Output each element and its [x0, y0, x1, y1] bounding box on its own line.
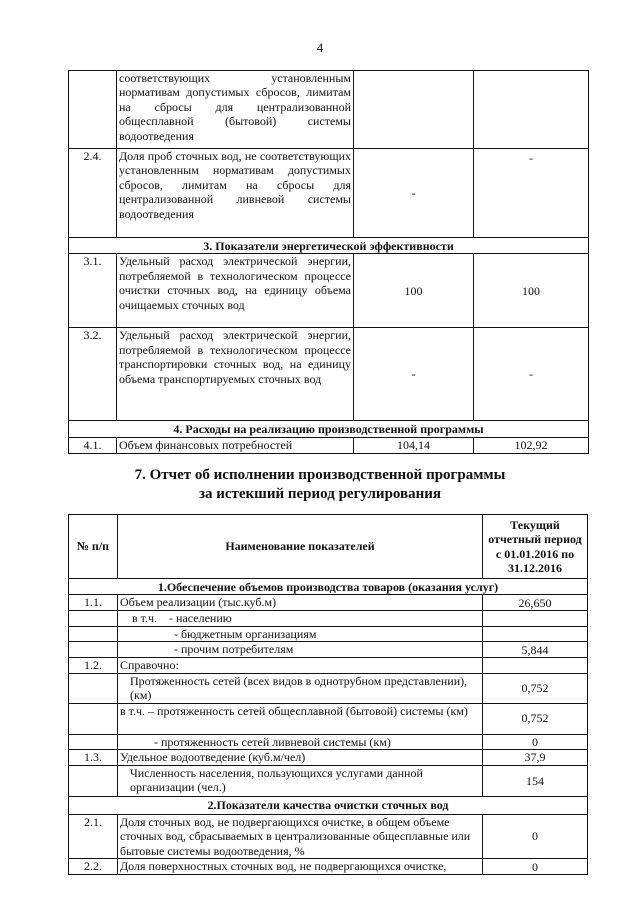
table-row — [69, 611, 588, 626]
table-row — [69, 595, 588, 611]
section-row — [69, 421, 589, 437]
table-row — [69, 658, 588, 673]
row-number: 3.2. — [69, 328, 117, 421]
table-row — [69, 703, 588, 734]
row-text: Численность населения, пользующихся услугами данной организации (чел.) — [118, 766, 483, 797]
row-text: Удельный расход электрической энергии, потребляемой в технологическом процессе очистки сточных вод, на единицу объема очищаемых сточных вод — [117, 254, 354, 328]
table-row — [69, 149, 589, 238]
table-header-row — [69, 515, 588, 579]
row-number: 2.4. — [69, 149, 117, 238]
row-text: - бюджетным организациям — [118, 626, 483, 641]
title-line-2: за истекший период регулирования — [198, 486, 442, 502]
section-heading: 3. Показатели энергетической эффективности — [69, 238, 589, 254]
table-row — [69, 328, 589, 421]
row-text: Объем реализации (тыс.куб.м) — [118, 595, 483, 611]
row-value — [483, 626, 588, 641]
plan-value: 100 — [354, 254, 474, 328]
table-row — [69, 626, 588, 641]
row-value: 0,752 — [483, 673, 588, 703]
fact-value: 102,92 — [474, 437, 589, 453]
table-row — [69, 673, 588, 703]
plan-value: 104,14 — [354, 437, 474, 453]
row-text: Удельное водоотведение (куб.м/чел) — [118, 750, 483, 766]
fact-value: - — [474, 328, 589, 421]
table-row — [69, 642, 588, 658]
indicators-table-continued — [68, 70, 589, 454]
row-value — [483, 611, 588, 626]
row-text: - протяженность сетей ливневой системы (км) — [118, 734, 483, 749]
row-value: 0 — [483, 859, 588, 875]
row-value: 5,844 — [483, 642, 588, 658]
section-row — [69, 579, 588, 595]
row-value: 37,9 — [483, 750, 588, 766]
section-heading: 4. Расходы на реализацию производственной программы — [69, 421, 589, 437]
row-value: 0 — [483, 815, 588, 859]
table-row — [69, 766, 588, 797]
row-number: 2.1. — [69, 815, 118, 859]
section-heading: 1.Обеспечение объемов производства товаров (оказания услуг) — [69, 579, 588, 595]
row-text: Удельный расход электрической энергии, потребляемой в технологическом процессе транспортировки сточных вод, на единицу объема транспортируемых сточных вод — [117, 328, 354, 421]
row-text: Доля проб сточных вод, не соответствующих установленным нормативам допустимых сбросов, лимитам на сбросы для централизованной ливневой системы водоотведения — [117, 149, 354, 238]
table-row — [69, 734, 588, 749]
table-row — [69, 815, 588, 859]
section-heading: 2.Показатели качества очистки сточных вод — [69, 797, 588, 815]
section-row — [69, 238, 589, 254]
col-header-period: Текущий отчетный период с 01.01.2016 по 31.12.2016 — [483, 515, 588, 579]
section-7-title — [0, 466, 640, 504]
row-text: Объем финансовых потребностей — [117, 437, 354, 453]
row-value: 0 — [483, 734, 588, 749]
row-text: Доля сточных вод, не подвергающихся очистке, в общем объеме сточных вод, сбрасываемых в централизованные общесплавные или бытовые системы водоотведения, % — [118, 815, 483, 859]
row-value: 154 — [483, 766, 588, 797]
row-number: 3.1. — [69, 254, 117, 328]
row-text: Доля поверхностных сточных вод, не подвергающихся очистке, — [118, 859, 483, 875]
table-row — [69, 254, 589, 328]
row-number: 1.1. — [69, 595, 118, 611]
row-text: - прочим потребителям — [118, 642, 483, 658]
fact-value: - — [474, 149, 589, 238]
row-number: 1.2. — [69, 658, 118, 673]
row-number: 2.2. — [69, 859, 118, 875]
col-header-name: Наименование показателей — [118, 515, 483, 579]
row-text: Протяженность сетей (всех видов в однотрубном представлении), (км) — [118, 673, 483, 703]
row-number: 4.1. — [69, 437, 117, 453]
row-number: 1.3. — [69, 750, 118, 766]
report-table — [68, 514, 588, 875]
section-row — [69, 797, 588, 815]
col-header-number: № п/п — [69, 515, 118, 579]
row-value: 26,650 — [483, 595, 588, 611]
plan-value: - — [354, 149, 474, 238]
row-value: 0,752 — [483, 703, 588, 734]
row-text: в т.ч. – протяженность сетей общесплавной (бытовой) системы (км) — [118, 703, 483, 734]
table-row — [69, 437, 589, 453]
plan-value: - — [354, 328, 474, 421]
fact-value: 100 — [474, 254, 589, 328]
row-text: в т.ч. - населению — [118, 611, 483, 626]
table-row — [69, 71, 589, 149]
row-text: Справочно: — [118, 658, 483, 673]
page-number: 4 — [316, 40, 324, 55]
table-row — [69, 859, 588, 875]
title-line-1: 7. Отчет об исполнении производственной программы — [134, 467, 506, 483]
table-row — [69, 750, 588, 766]
row-text: соответствующих установленным нормативам допустимых сбросов, лимитам на сбросы для централизованной общесплавной (бытовой) системы водоотведения — [117, 71, 354, 149]
